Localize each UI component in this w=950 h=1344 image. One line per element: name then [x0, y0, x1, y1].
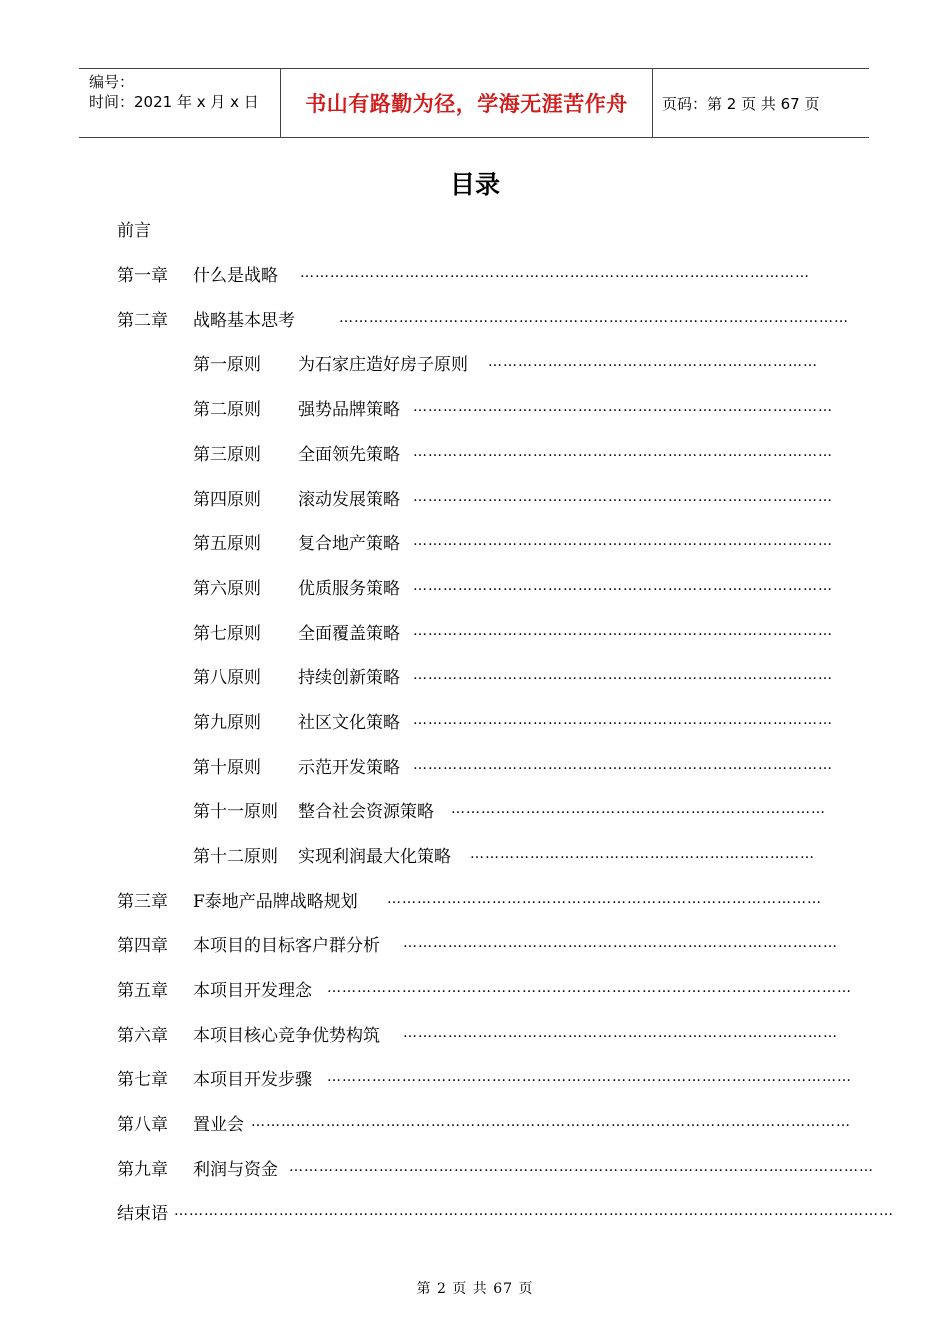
time-label: 时间：2021 年 x 月 x 日: [89, 93, 259, 111]
toc-chapter-5[interactable]: [117, 979, 852, 1003]
toc-label: 第二章: [117, 311, 168, 331]
leader-dots: ………………………………………………………………………………………………………: [289, 1159, 874, 1175]
toc-preface-label: 前言: [117, 221, 151, 241]
toc-principle-7[interactable]: [193, 622, 833, 646]
toc-text: 社区文化策略: [298, 713, 400, 733]
toc-chapter-7[interactable]: [117, 1068, 852, 1092]
leader-dots: …………………………………………………………………………: [413, 533, 833, 549]
toc-text: 强势品牌策略: [298, 400, 400, 420]
page-title: 目录: [449, 170, 500, 199]
toc-text: 本项目开发步骤: [193, 1070, 312, 1090]
toc-label: 第六章: [117, 1026, 168, 1046]
toc-label: 第十一原则: [193, 802, 278, 822]
leader-dots: ……………………………………………………………………………………………: [327, 980, 852, 996]
leader-dots: …………………………………………………………………………………………: [339, 310, 849, 326]
toc-text: 示范开发策略: [298, 758, 400, 778]
toc-chapter-4[interactable]: [117, 934, 838, 958]
leader-dots: …………………………………………………………………………: [413, 489, 833, 505]
leader-dots: ……………………………………………………………………………: [387, 891, 822, 907]
toc-chapter-1[interactable]: [117, 264, 810, 288]
toc-label: 第六原则: [193, 579, 261, 599]
leader-dots: ……………………………………………………………………………: [403, 1025, 838, 1041]
toc-principle-1[interactable]: [193, 353, 818, 377]
toc-label: 第一章: [117, 266, 168, 286]
header-page-info: 页码：第 2 页 共 67 页: [662, 94, 820, 113]
toc-text: 优质服务策略: [298, 579, 400, 599]
toc-text: 置业会: [193, 1115, 244, 1135]
toc-label: 第十原则: [193, 758, 261, 778]
toc-chapter-3[interactable]: [117, 890, 822, 914]
leader-dots: …………………………………………………………………………: [413, 399, 833, 415]
toc-label: 第九章: [117, 1160, 168, 1180]
header-meta-cell: [79, 69, 281, 137]
toc-text: 本项目开发理念: [193, 981, 312, 1001]
leader-dots: ……………………………………………………………………………: [403, 935, 838, 951]
leader-dots: …………………………………………………………………………: [413, 444, 833, 460]
toc-text: 全面领先策略: [298, 445, 400, 465]
toc-text: 什么是战略: [193, 266, 278, 286]
toc-text: 本项目的目标客户群分析: [193, 936, 380, 956]
toc-principle-8[interactable]: [193, 666, 833, 690]
toc-principle-10[interactable]: [193, 756, 833, 780]
toc-label: 第七章: [117, 1070, 168, 1090]
toc-text: 为石家庄造好房子原则: [298, 355, 468, 375]
toc-chapter-2[interactable]: [117, 309, 849, 333]
toc-principle-12[interactable]: [193, 845, 815, 869]
toc-label: 第五原则: [193, 534, 261, 554]
toc-principle-11[interactable]: [193, 800, 826, 824]
toc-label: 第五章: [117, 981, 168, 1001]
toc-closing[interactable]: [117, 1202, 894, 1226]
toc-principle-3[interactable]: [193, 443, 833, 467]
toc-text: 复合地产策略: [298, 534, 400, 554]
toc-label: 结束语: [117, 1204, 168, 1224]
leader-dots: …………………………………………………………………………: [413, 623, 833, 639]
toc-label: 第十二原则: [193, 847, 278, 867]
leader-dots: …………………………………………………………………………: [413, 712, 833, 728]
number-label: 编号：: [89, 73, 135, 91]
toc-chapter-9[interactable]: [117, 1158, 874, 1182]
toc-label: 第三章: [117, 892, 168, 912]
leader-dots: ……………………………………………………………………………………………: [327, 1069, 852, 1085]
leader-dots: ………………………………………………………………………………………………………………………………: [174, 1203, 894, 1219]
toc-principle-6[interactable]: [193, 577, 833, 601]
leader-dots: …………………………………………………………: [488, 354, 818, 370]
toc-label: 第七原则: [193, 624, 261, 644]
toc-label: 第四原则: [193, 490, 261, 510]
toc-label: 第四章: [117, 936, 168, 956]
toc-text: 实现利润最大化策略: [298, 847, 451, 867]
leader-dots: …………………………………………………………………………………………: [300, 265, 810, 281]
header-table: [79, 68, 869, 138]
toc-label: 第二原则: [193, 400, 261, 420]
toc-label: 第三原则: [193, 445, 261, 465]
toc-principle-4[interactable]: [193, 488, 833, 512]
leader-dots: …………………………………………………………………………: [413, 757, 833, 773]
leader-dots: …………………………………………………………………: [451, 801, 826, 817]
leader-dots: …………………………………………………………………………: [413, 667, 833, 683]
toc-text: 利润与资金: [193, 1160, 278, 1180]
toc-text: F泰地产品牌战略规划: [193, 892, 358, 912]
toc-label: 第一原则: [193, 355, 261, 375]
toc-principle-9[interactable]: [193, 711, 833, 735]
toc-principle-2[interactable]: [193, 398, 833, 422]
page-footer: 第 2 页 共 67 页: [416, 1281, 534, 1297]
toc-chapter-6[interactable]: [117, 1024, 838, 1048]
toc-label: 第八原则: [193, 668, 261, 688]
leader-dots: …………………………………………………………………………………………………………: [251, 1114, 851, 1130]
toc-text: 战略基本思考: [193, 311, 295, 331]
toc-text: 全面覆盖策略: [298, 624, 400, 644]
toc-label: 第八章: [117, 1115, 168, 1135]
toc-text: 滚动发展策略: [298, 490, 400, 510]
header-motto: 书山有路勤为径，学海无涯苦作舟: [281, 69, 653, 137]
leader-dots: ……………………………………………………………: [470, 846, 815, 862]
toc-text: 本项目核心竞争优势构筑: [193, 1026, 380, 1046]
toc-text: 持续创新策略: [298, 668, 400, 688]
toc-label: 第九原则: [193, 713, 261, 733]
toc-text: 整合社会资源策略: [298, 802, 434, 822]
toc-principle-5[interactable]: [193, 532, 833, 556]
toc-chapter-8[interactable]: [117, 1113, 851, 1137]
leader-dots: …………………………………………………………………………: [413, 578, 833, 594]
